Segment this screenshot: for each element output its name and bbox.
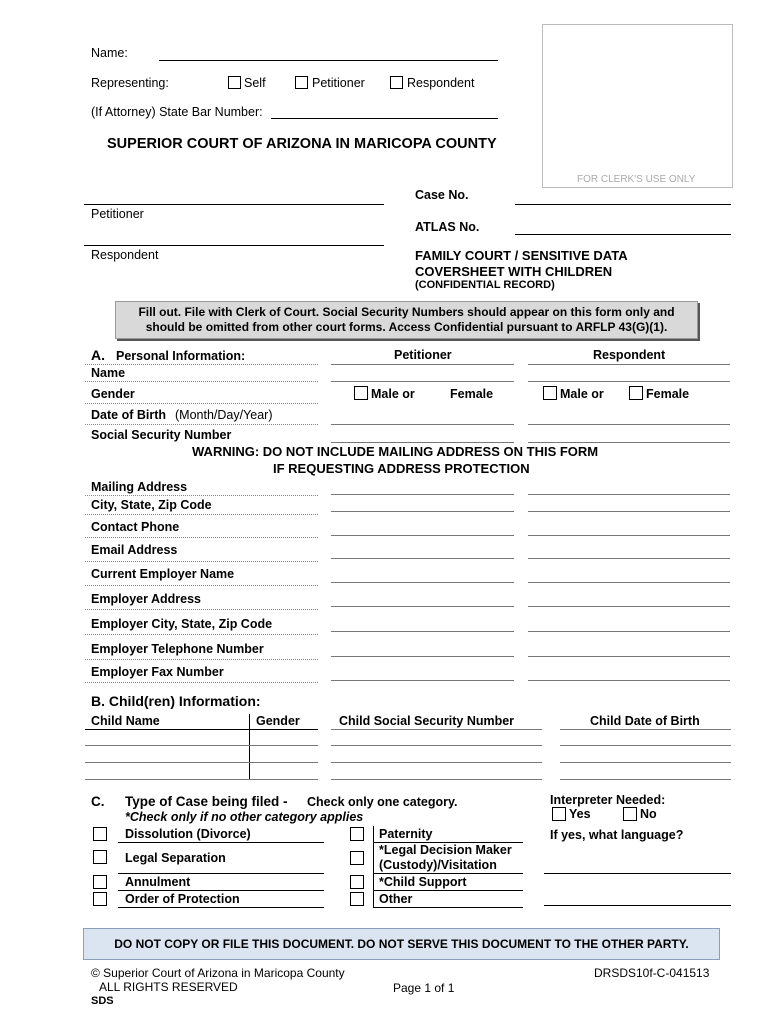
paternity-checkbox[interactable] bbox=[350, 827, 364, 841]
respondent-female-checkbox[interactable] bbox=[629, 386, 643, 400]
petitioner-mailing-address-field[interactable] bbox=[331, 494, 514, 495]
divider bbox=[331, 729, 542, 730]
petitioner-female-label: Female bbox=[450, 387, 494, 401]
atlas-no-label: ATLAS No. bbox=[415, 220, 480, 234]
paternity-label: Paternity bbox=[379, 827, 433, 841]
respondent-employer-fax-field[interactable] bbox=[528, 680, 730, 681]
divider bbox=[85, 424, 318, 425]
child-gender-header: Gender bbox=[256, 714, 300, 728]
respondent-caption: Respondent bbox=[91, 248, 159, 262]
petitioner-city-field[interactable] bbox=[331, 511, 514, 512]
atlas-no-field[interactable] bbox=[515, 234, 731, 235]
legal-decision-maker-checkbox[interactable] bbox=[350, 851, 364, 865]
divider bbox=[373, 826, 374, 908]
child-support-checkbox[interactable] bbox=[350, 875, 364, 889]
annulment-label: Annulment bbox=[125, 875, 191, 889]
filing-notice-line1: Fill out. File with Clerk of Court. Social Security Numbers should appear on this form only and bbox=[138, 305, 675, 319]
gender-row-label: Gender bbox=[91, 387, 135, 401]
filing-notice-line2: should be omitted from other court forms. Access Confidential pursuant to ARFLP 43(G)(1). bbox=[145, 320, 668, 334]
respondent-male-label: Male or bbox=[560, 387, 604, 401]
divider bbox=[85, 609, 318, 610]
divider bbox=[85, 561, 318, 562]
col-respondent-header: Respondent bbox=[593, 348, 666, 362]
other-label: Other bbox=[379, 892, 413, 906]
bar-number-label: (If Attorney) State Bar Number: bbox=[91, 105, 263, 119]
email-address-label: Email Address bbox=[91, 543, 178, 557]
clerk-use-box bbox=[542, 24, 733, 188]
respondent-phone-field[interactable] bbox=[528, 535, 730, 536]
language-field[interactable] bbox=[544, 873, 731, 874]
section-c-letter: C. bbox=[91, 794, 105, 809]
language-label: If yes, what language? bbox=[550, 828, 684, 842]
doc-title-2: COVERSHEET WITH CHILDREN bbox=[415, 264, 613, 279]
interpreter-yes-label: Yes bbox=[569, 807, 591, 821]
respondent-checkbox[interactable] bbox=[390, 76, 403, 89]
copyright: © Superior Court of Arizona in Maricopa County bbox=[91, 966, 345, 980]
petitioner-dob-field[interactable] bbox=[331, 424, 514, 425]
ldm-label-1: *Legal Decision Maker bbox=[379, 843, 512, 857]
order-of-protection-label: Order of Protection bbox=[125, 892, 240, 906]
child3-row[interactable] bbox=[85, 779, 318, 780]
respondent-mailing-address-field[interactable] bbox=[528, 494, 730, 495]
divider bbox=[85, 381, 318, 382]
divider bbox=[249, 714, 250, 779]
petitioner-employer-city-field[interactable] bbox=[331, 631, 514, 632]
warning-line1: WARNING: DO NOT INCLUDE MAILING ADDRESS ON THIS FORM bbox=[192, 444, 599, 459]
petitioner-name-line[interactable] bbox=[84, 204, 384, 205]
interpreter-no-checkbox[interactable] bbox=[623, 807, 637, 821]
divider bbox=[118, 890, 324, 891]
name-field[interactable] bbox=[159, 60, 498, 61]
employer-name-label: Current Employer Name bbox=[91, 567, 235, 581]
respondent-employer-address-field[interactable] bbox=[528, 606, 730, 607]
respondent-male-checkbox[interactable] bbox=[543, 386, 557, 400]
divider bbox=[85, 403, 318, 404]
child2-dob-field[interactable] bbox=[560, 762, 731, 763]
do-not-copy-text: DO NOT COPY OR FILE THIS DOCUMENT. DO NOT SERVE THIS DOCUMENT TO THE OTHER PARTY. bbox=[114, 937, 689, 951]
respondent-dob-field[interactable] bbox=[528, 424, 730, 425]
warning-line2: IF REQUESTING ADDRESS PROTECTION bbox=[273, 461, 530, 476]
child1-ssn-field[interactable] bbox=[331, 745, 542, 746]
child-support-label: *Child Support bbox=[379, 875, 467, 889]
interpreter-no-label: No bbox=[640, 807, 657, 821]
language-field-2[interactable] bbox=[544, 905, 731, 906]
divider bbox=[118, 842, 324, 843]
section-a-letter: A. bbox=[91, 347, 105, 363]
form-id: DRSDS10f-C-041513 bbox=[594, 966, 710, 980]
divider bbox=[373, 873, 523, 874]
do-not-copy-notice bbox=[83, 928, 720, 960]
legal-separation-checkbox[interactable] bbox=[93, 850, 107, 864]
respondent-employer-city-field[interactable] bbox=[528, 631, 730, 632]
dob-row-label: Date of Birth bbox=[91, 408, 166, 422]
child1-dob-field[interactable] bbox=[560, 745, 731, 746]
court-title: SUPERIOR COURT OF ARIZONA IN MARICOPA COUNTY bbox=[107, 136, 497, 152]
contact-phone-label: Contact Phone bbox=[91, 520, 180, 534]
child2-ssn-field[interactable] bbox=[331, 762, 542, 763]
petitioner-male-label: Male or bbox=[371, 387, 415, 401]
divider bbox=[85, 634, 318, 635]
section-a-title: Personal Information: bbox=[116, 349, 246, 363]
divider bbox=[373, 890, 523, 891]
divider bbox=[85, 682, 318, 683]
petitioner-male-checkbox[interactable] bbox=[354, 386, 368, 400]
order-of-protection-checkbox[interactable] bbox=[93, 892, 107, 906]
petitioner-ssn-field[interactable] bbox=[331, 442, 514, 443]
child1-row[interactable] bbox=[85, 745, 318, 746]
petitioner-label: Petitioner bbox=[312, 76, 365, 90]
respondent-ssn-field[interactable] bbox=[528, 442, 730, 443]
respondent-employer-phone-field[interactable] bbox=[528, 656, 730, 657]
ssn-row-label: Social Security Number bbox=[91, 428, 232, 442]
divider bbox=[85, 514, 318, 515]
doc-title-3: (CONFIDENTIAL RECORD) bbox=[415, 279, 555, 291]
case-no-field[interactable] bbox=[515, 204, 731, 205]
child-dob-header: Child Date of Birth bbox=[590, 714, 700, 728]
respondent-female-label: Female bbox=[646, 387, 690, 401]
name-label: Name: bbox=[91, 46, 128, 60]
employer-fax-label: Employer Fax Number bbox=[91, 665, 224, 679]
divider bbox=[560, 729, 731, 730]
divider bbox=[85, 659, 318, 660]
ldm-label-2: (Custody)/Visitation bbox=[379, 858, 497, 872]
divider bbox=[85, 495, 318, 496]
sds-code: SDS bbox=[91, 995, 114, 1007]
petitioner-phone-field[interactable] bbox=[331, 535, 514, 536]
employer-phone-label: Employer Telephone Number bbox=[91, 642, 264, 656]
petitioner-caption: Petitioner bbox=[91, 207, 144, 221]
check-one-note: Check only one category. bbox=[307, 795, 458, 809]
dissolution-label: Dissolution (Divorce) bbox=[125, 827, 251, 841]
city-state-zip-label: City, State, Zip Code bbox=[91, 498, 212, 512]
doc-title-1: FAMILY COURT / SENSITIVE DATA bbox=[415, 248, 628, 263]
section-b-title: B. Child(ren) Information: bbox=[91, 693, 261, 709]
divider bbox=[85, 537, 318, 538]
rights-reserved: ALL RIGHTS RESERVED bbox=[99, 980, 238, 994]
petitioner-employer-phone-field[interactable] bbox=[331, 656, 514, 657]
dissolution-checkbox[interactable] bbox=[93, 827, 107, 841]
representing-label: Representing: bbox=[91, 76, 169, 90]
divider bbox=[373, 907, 523, 908]
divider bbox=[331, 364, 514, 365]
petitioner-employer-address-field[interactable] bbox=[331, 606, 514, 607]
petitioner-name-field[interactable] bbox=[331, 381, 514, 382]
respondent-employer-field[interactable] bbox=[528, 582, 730, 583]
divider bbox=[85, 585, 318, 586]
divider bbox=[528, 364, 730, 365]
respondent-city-field[interactable] bbox=[528, 511, 730, 512]
legal-separation-label: Legal Separation bbox=[125, 851, 226, 865]
divider bbox=[118, 873, 324, 874]
col-petitioner-header: Petitioner bbox=[394, 348, 452, 362]
dob-hint: (Month/Day/Year) bbox=[175, 408, 273, 422]
respondent-label: Respondent bbox=[407, 76, 475, 90]
other-checkbox[interactable] bbox=[350, 892, 364, 906]
page-number: Page 1 of 1 bbox=[393, 981, 455, 995]
self-checkbox[interactable] bbox=[228, 76, 241, 89]
respondent-name-field[interactable] bbox=[528, 381, 730, 382]
filing-notice bbox=[115, 301, 698, 339]
child3-dob-field[interactable] bbox=[560, 779, 731, 780]
category-note: *Check only if no other category applies bbox=[125, 810, 364, 824]
divider bbox=[85, 729, 318, 730]
interpreter-yes-checkbox[interactable] bbox=[552, 807, 566, 821]
bar-number-field[interactable] bbox=[271, 118, 498, 119]
petitioner-employer-fax-field[interactable] bbox=[331, 680, 514, 681]
child2-row[interactable] bbox=[85, 762, 318, 763]
divider bbox=[85, 364, 318, 365]
annulment-checkbox[interactable] bbox=[93, 875, 107, 889]
interpreter-label: Interpreter Needed: bbox=[550, 793, 666, 807]
clerk-use-label: FOR CLERK'S USE ONLY bbox=[577, 174, 696, 185]
self-label: Self bbox=[244, 76, 266, 90]
child3-ssn-field[interactable] bbox=[331, 779, 542, 780]
petitioner-checkbox[interactable] bbox=[295, 76, 308, 89]
petitioner-employer-field[interactable] bbox=[331, 582, 514, 583]
employer-city-label: Employer City, State, Zip Code bbox=[91, 617, 273, 631]
divider bbox=[118, 907, 324, 908]
name-row-label: Name bbox=[91, 366, 126, 380]
petitioner-email-field[interactable] bbox=[331, 558, 514, 559]
child-ssn-header: Child Social Security Number bbox=[339, 714, 515, 728]
respondent-email-field[interactable] bbox=[528, 558, 730, 559]
section-c-title: Type of Case being filed - bbox=[125, 794, 288, 809]
respondent-name-line[interactable] bbox=[84, 245, 384, 246]
child-name-header: Child Name bbox=[91, 714, 160, 728]
mailing-address-label: Mailing Address bbox=[91, 480, 188, 494]
case-no-label: Case No. bbox=[415, 188, 469, 202]
employer-address-label: Employer Address bbox=[91, 592, 201, 606]
